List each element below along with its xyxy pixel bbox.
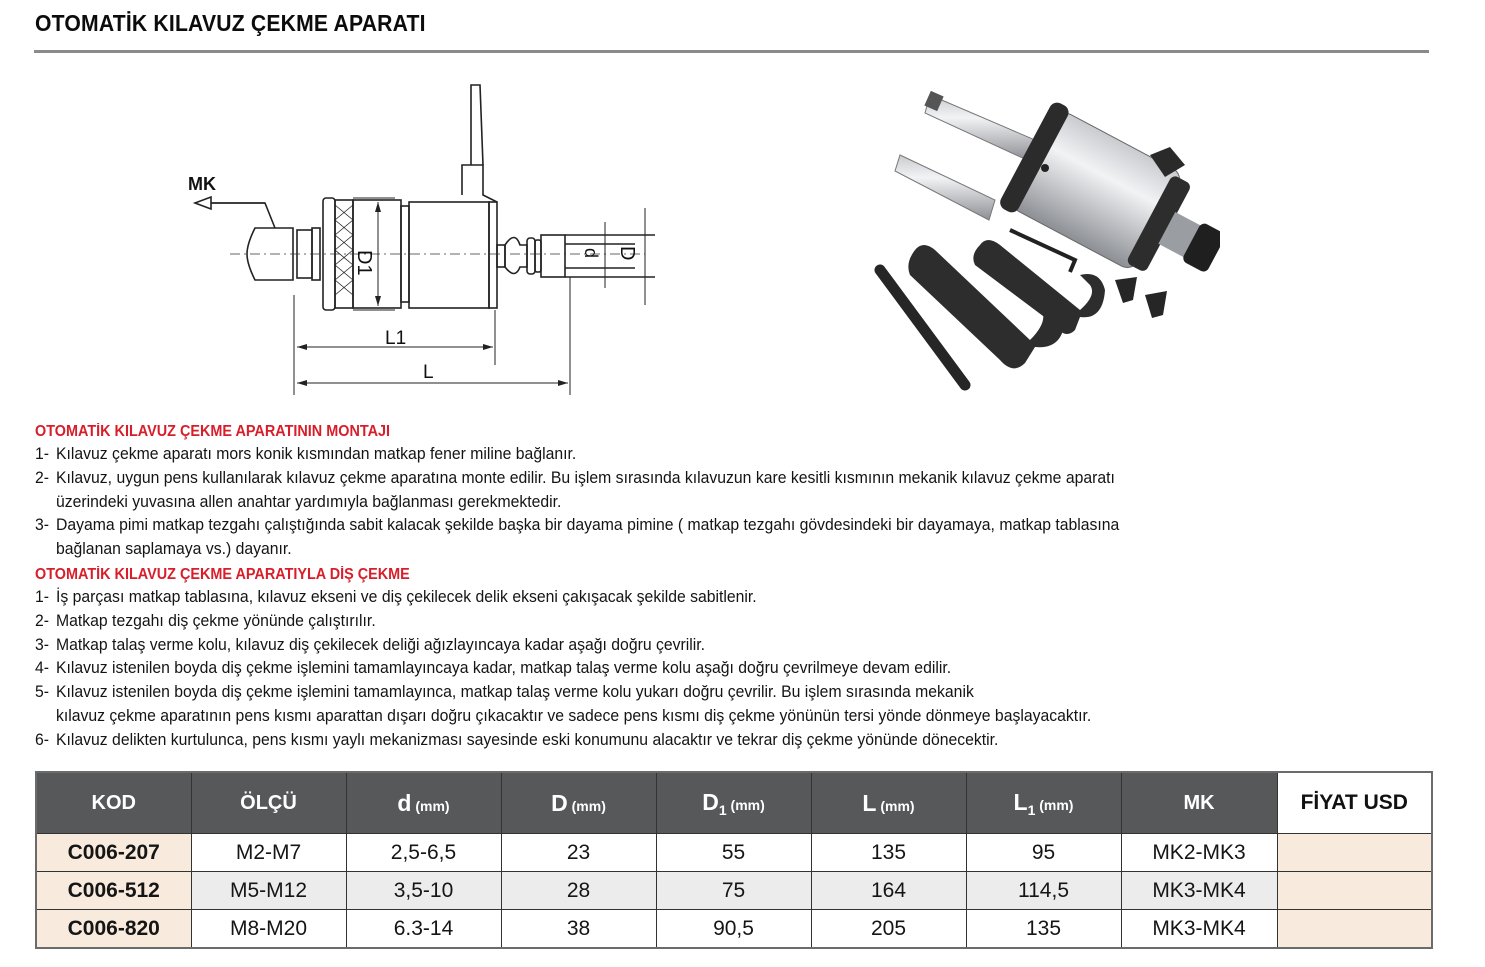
cell-olcu: M2-M7 bbox=[191, 834, 346, 872]
taper-shank-image bbox=[925, 95, 1035, 160]
page-title: OTOMATİK KILAVUZ ÇEKME APARATI bbox=[35, 10, 426, 36]
cell-price bbox=[1277, 834, 1432, 872]
collet-image bbox=[1115, 277, 1137, 303]
threading-step: 2- Matkap tezgahı diş çekme yönünde çalıştırılır. bbox=[35, 611, 376, 630]
cell-mk: MK3-MK4 bbox=[1121, 910, 1277, 949]
cell-l1: 114,5 bbox=[966, 872, 1121, 910]
header-big-d: D (mm) bbox=[501, 772, 656, 834]
header-price: FİYAT USD bbox=[1277, 772, 1432, 834]
mounting-step: 3- Dayama pimi matkap tezgahı çalıştığında sabit kalacak şekilde başka bir dayama pimine ( matkap tezgahı gövdesindeki bir dayamaya, matkap tablasına bağlanan saplamaya vs.) dayanır. bbox=[35, 516, 1120, 559]
spec-table bbox=[35, 771, 1433, 949]
big-d-label: D bbox=[616, 246, 638, 261]
technical-drawing bbox=[175, 80, 665, 400]
small-d-label: d bbox=[581, 248, 601, 259]
mounting-step: 1- Kılavuz çekme aparatı mors konik kısmından matkap fener miline bağlanır. bbox=[35, 445, 577, 463]
mounting-title: OTOMATİK KILAVUZ ÇEKME APARATININ MONTAJI bbox=[35, 423, 391, 440]
cell-l: 164 bbox=[811, 872, 966, 910]
header-d: d (mm) bbox=[346, 772, 501, 834]
cell-big-d: 38 bbox=[501, 910, 656, 949]
l-label: L bbox=[423, 362, 434, 383]
threading-title: OTOMATİK KILAVUZ ÇEKME APARATIYLA DİŞ ÇEKME bbox=[35, 566, 410, 583]
cell-l1: 95 bbox=[966, 834, 1121, 872]
table-row bbox=[36, 872, 1432, 910]
cell-big-d: 28 bbox=[501, 872, 656, 910]
cell-d1: 75 bbox=[656, 872, 811, 910]
cell-big-d: 23 bbox=[501, 834, 656, 872]
cell-d1: 90,5 bbox=[656, 910, 811, 949]
threading-step: 6- Kılavuz delikten kurtulunca, pens kısmı yaylı mekanizması sayesinde eski konumunu alacaktır ve tekrar diş çekme yönünde dönecektir. bbox=[35, 730, 999, 749]
cell-l1: 135 bbox=[966, 910, 1121, 949]
d1-label: D1 bbox=[353, 250, 375, 276]
mounting-step: 2- Kılavuz, uygun pens kullanılarak kılavuz çekme aparatına monte edilir. Bu işlem sırasında kılavuzun kare kesitli kısmının mekanik kılavuz çekme aparatı üzerindeki yuvasına allen anahtar yardımıyla bağlanması gerekmektedir. bbox=[35, 468, 1115, 511]
cell-kod: C006-207 bbox=[36, 834, 191, 872]
header-kod: KOD bbox=[36, 772, 191, 834]
threading-step: 4- Kılavuz istenilen boyda diş çekme işlemini tamamlayıncaya kadar, matkap talaş verme kolu aşağı doğru çevrilmeye devam edilir. bbox=[35, 659, 952, 678]
cell-l: 135 bbox=[811, 834, 966, 872]
header-olcu: ÖLÇÜ bbox=[191, 772, 346, 834]
product-photo bbox=[865, 85, 1220, 400]
cell-olcu: M8-M20 bbox=[191, 910, 346, 949]
cell-d1: 55 bbox=[656, 834, 811, 872]
threading-section bbox=[35, 563, 1435, 753]
cell-kod: C006-820 bbox=[36, 910, 191, 949]
mounting-section bbox=[35, 420, 1435, 562]
threading-step: 3- Matkap talaş verme kolu, kılavuz diş çekilecek deliği ağızlayıncaya kadar aşağı doğru çevrilir. bbox=[35, 635, 706, 654]
mk-label: MK bbox=[188, 174, 216, 194]
cell-price bbox=[1277, 872, 1432, 910]
cell-mk: MK2-MK3 bbox=[1121, 834, 1277, 872]
l1-label: L1 bbox=[385, 328, 407, 349]
collet-image bbox=[1145, 291, 1167, 318]
table-header-row bbox=[36, 772, 1432, 834]
table-row bbox=[36, 910, 1432, 949]
cell-d: 6.3-14 bbox=[346, 910, 501, 949]
cell-price bbox=[1277, 910, 1432, 949]
header-mk: MK bbox=[1121, 772, 1277, 834]
cell-olcu: M5-M12 bbox=[191, 872, 346, 910]
header-l: L (mm) bbox=[811, 772, 966, 834]
cell-d: 3,5-10 bbox=[346, 872, 501, 910]
mk-arrow-icon bbox=[195, 197, 211, 209]
table-row bbox=[36, 834, 1432, 872]
cell-mk: MK3-MK4 bbox=[1121, 872, 1277, 910]
cell-kod: C006-512 bbox=[36, 872, 191, 910]
threading-step: 5- Kılavuz istenilen boyda diş çekme işlemini tamamlayınca, matkap talaş verme kolu yukarı doğru çevrilir. Bu işlem sırasında mekanik kılavuz çekme aparatının pens kısmı aparattan dışarı doğru çıkacaktır ve sadece pens kısmı diş çekme yönünün tersi yönde dönmeye başlayacaktır. bbox=[35, 683, 1092, 725]
header-d1: $D_1$ (mm) bbox=[656, 772, 811, 834]
title-divider bbox=[34, 50, 1429, 53]
cell-l: 205 bbox=[811, 910, 966, 949]
header-l1: $L_1$ (mm) bbox=[966, 772, 1121, 834]
short-shank-image bbox=[895, 155, 995, 220]
threading-step: 1- İş parçası matkap tablasına, kılavuz ekseni ve diş çekilecek delik ekseni çakışacak şekilde sabitlenir. bbox=[35, 588, 757, 606]
cell-d: 2,5-6,5 bbox=[346, 834, 501, 872]
